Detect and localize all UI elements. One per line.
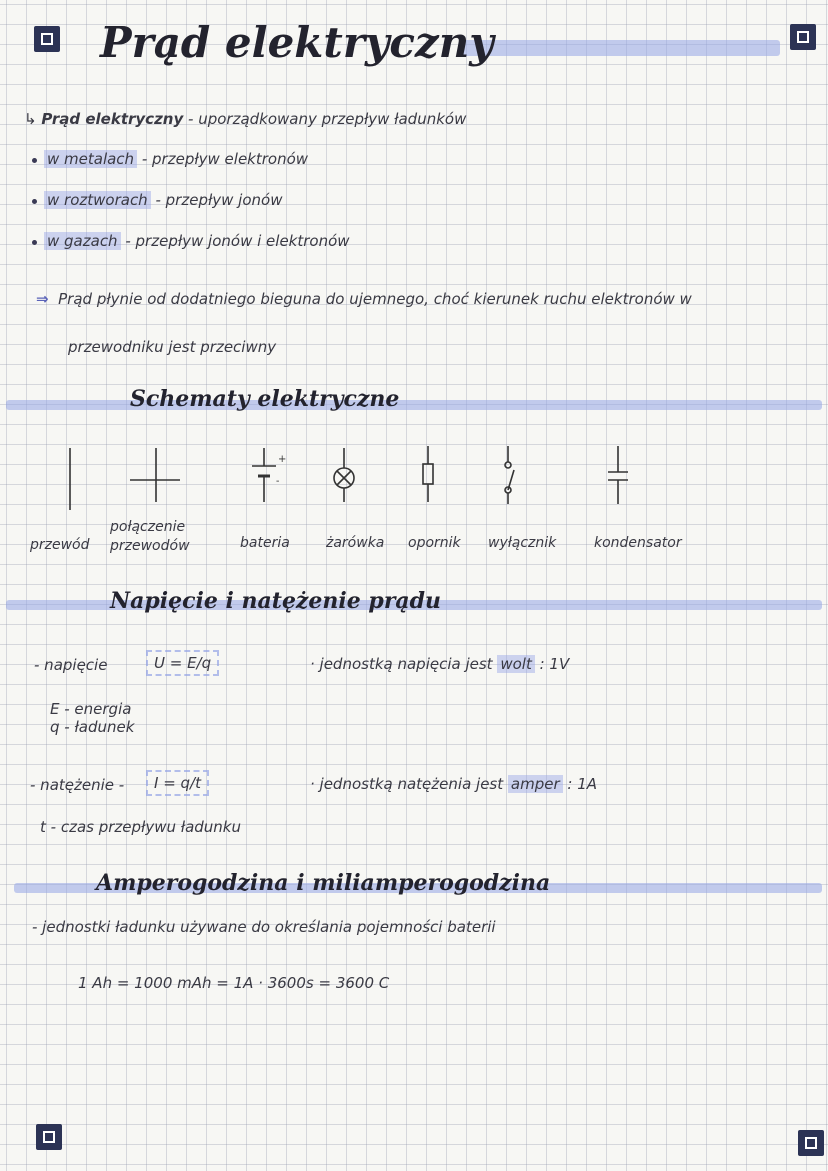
label-resistor: opornik [408,535,461,551]
voltage-unit-text: · jednostką napięcia jest [310,655,498,673]
var-time: t - czas przepływu ładunku [40,818,241,836]
voltage-label: - napięcie [34,656,108,674]
label-capacitor: kondensator [594,535,682,551]
bullet-item [44,150,308,168]
corner-marker-top-right [790,24,816,50]
note-arrow-icon: ⇒ [36,290,49,308]
label-wire: przewód [30,537,90,553]
corner-marker-bottom-left [36,1124,62,1150]
voltage-unit-value: : 1V [534,655,570,673]
battery-symbol [252,448,286,502]
current-unit-highlight: amper [508,775,563,793]
bullet-item [44,232,350,250]
var-charge: q - ładunek [50,718,135,736]
intro-term: Prąd elektryczny [41,110,184,128]
page-title: Prąd elektryczny [100,18,494,67]
svg-text:-: - [276,476,280,487]
note-line-2: przewodniku jest przeciwny [68,338,277,356]
schematics-heading: Schematy elektryczne [130,386,400,412]
var-energy: E - energia [50,700,132,718]
bullet-dot [32,199,37,204]
corner-marker-bottom-right [798,1130,824,1156]
label-switch: wyłącznik [488,535,557,551]
current-formula: I = q/t [146,770,209,796]
bullet-text: - przepływ jonów i elektronów [120,232,350,250]
switch-symbol [505,446,514,504]
svg-text:+: + [278,454,287,465]
note-line-1 [36,290,692,308]
bullet-text: - przepływ jonów [150,191,283,209]
current-unit-value: : 1A [562,775,598,793]
amp-heading: Amperogodzina i miliamperogodzina [96,870,551,896]
current-label: - natężenie - [30,776,125,794]
label-battery: bateria [240,535,290,551]
bullet-text: - przepływ elektronów [137,150,309,168]
bullet-dot [32,158,37,163]
intro-marker: ↳ [24,110,37,128]
voltage-unit [310,655,569,673]
voltage-unit-highlight: wolt [497,655,535,673]
intro-line [24,110,466,128]
schematic-symbols [0,440,828,520]
corner-marker-top-left [34,26,60,52]
bullet-dot [32,240,37,245]
voltage-formula: U = E/q [146,650,219,676]
intro-definition: - uporządkowany przepływ ładunków [183,110,467,128]
bullet-highlight: w roztworach [44,191,151,209]
bullet-highlight: w gazach [44,232,121,250]
bullet-item [44,191,282,209]
schematics-highlight-bar [6,400,822,410]
voltage-heading: Napięcie i natężenie prądu [110,588,442,614]
resistor-symbol [423,446,433,502]
amp-equation: 1 Ah = 1000 mAh = 1A · 3600s = 3600 C [78,974,390,992]
note-text-1: Prąd płynie od dodatniego bieguna do ujemnego, choć kierunek ruchu elektronów w [58,290,692,308]
amp-description: - jednostki ładunku używane do określania pojemności baterii [32,918,496,936]
title-highlight-bar [460,40,780,56]
current-unit [310,775,597,793]
capacitor-symbol [608,446,628,504]
label-wire-junction: połączenie przewodów [110,519,190,554]
current-unit-text: · jednostką natężenia jest [310,775,508,793]
bullet-highlight: w metalach [44,150,137,168]
label-bulb: żarówka [326,535,385,551]
wire-junction-symbol [130,448,180,502]
bulb-symbol [334,448,354,502]
